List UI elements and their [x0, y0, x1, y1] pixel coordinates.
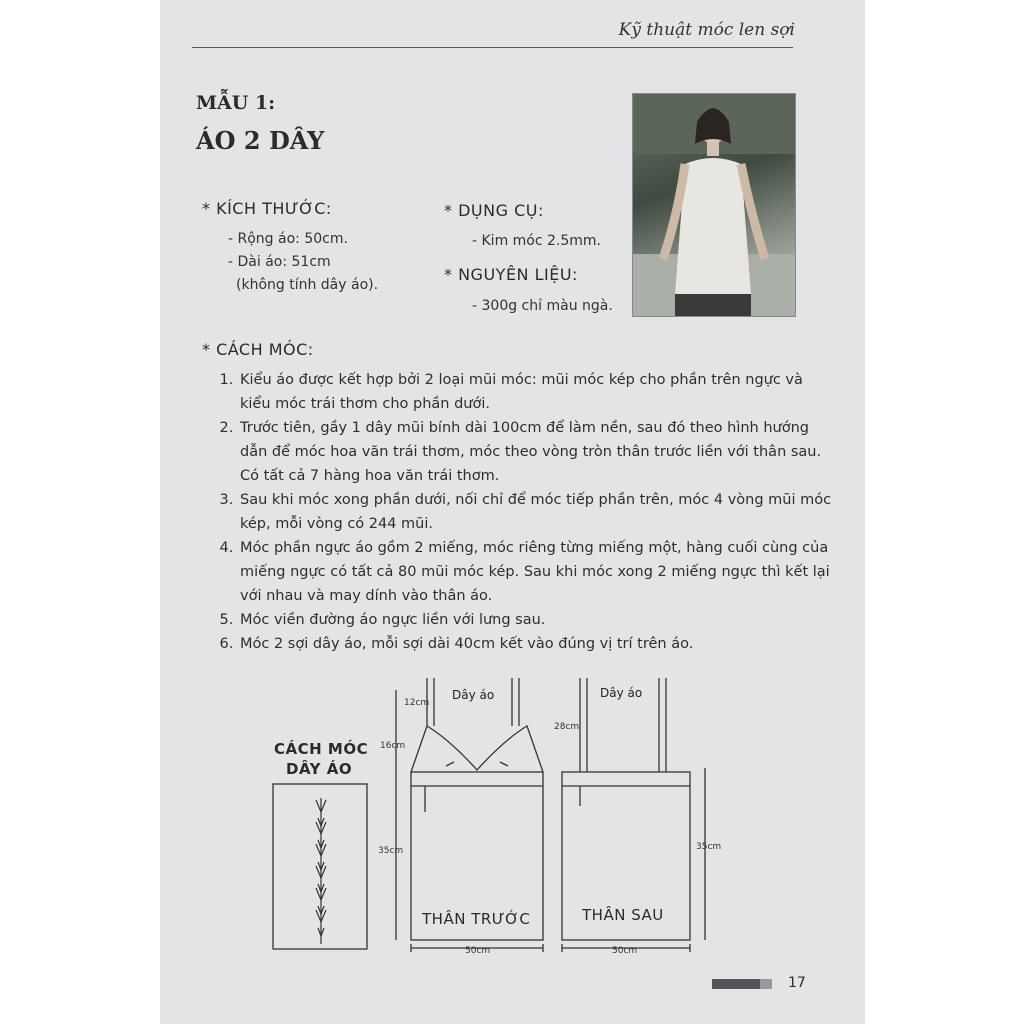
method-steps — [214, 368, 838, 656]
front-width: 50cm — [465, 946, 491, 956]
front-bust-length: 16cm — [380, 741, 406, 751]
footer-bar-light — [760, 979, 772, 989]
size-heading: * KÍCH THƯỚC: — [202, 199, 332, 218]
front-strap-length: 12cm — [404, 698, 430, 708]
header-rule — [192, 47, 793, 48]
model-photo — [632, 93, 796, 317]
strap-method-label-2: DÂY ÁO — [286, 760, 353, 778]
materials-item-yarn: - 300g chỉ màu ngà. — [472, 298, 613, 314]
front-body-length: 35cm — [378, 846, 404, 856]
running-header: Kỹ thuật móc len sợi — [618, 20, 795, 40]
model-photo-illustration — [633, 94, 795, 316]
method-step: 3. Sau khi móc xong phần dưới, nối chỉ để móc tiếp phần trên, móc 4 vòng mũi móc kép, mỗi vòng có 244 mũi. — [238, 488, 838, 536]
strap-stitch-chain — [316, 798, 326, 944]
back-body-label: THÂN SAU — [582, 906, 664, 924]
strap-method-label: CÁCH MÓC — [274, 740, 369, 758]
back-width: 50cm — [612, 946, 638, 956]
page-number: 17 — [788, 975, 806, 991]
front-strap-label: Dây áo — [452, 688, 495, 702]
tools-heading: * DỤNG CỤ: — [444, 201, 544, 220]
back-strap-length: 28cm — [554, 722, 580, 732]
pattern-number: MẪU 1: — [196, 92, 276, 114]
size-item-width: - Rộng áo: 50cm. — [228, 231, 348, 247]
back-strap-label: Dây áo — [600, 686, 643, 700]
method-step: 6. Móc 2 sợi dây áo, mỗi sợi dài 40cm kết vào đúng vị trí trên áo. — [238, 632, 838, 656]
method-step: 1. Kiểu áo được kết hợp bởi 2 loại mũi móc: mũi móc kép cho phần trên ngực và kiểu móc trái thơm cho phần dưới. — [238, 368, 838, 416]
method-step: 2. Trước tiên, gầy 1 dây mũi bính dài 100cm để làm nền, sau đó theo hình hướng dẫn để móc hoa văn trái thơm, móc theo vòng tròn thân trước liền với thân sau. Có tất cả 7 hàng hoa văn trái thơm. — [238, 416, 838, 488]
size-item-length: - Dài áo: 51cm — [228, 254, 331, 270]
method-heading: * CÁCH MÓC: — [202, 340, 314, 359]
method-step: 4. Móc phần ngực áo gồm 2 miếng, móc riêng từng miếng một, hàng cuối cùng của miếng ngực có tất cả 80 mũi móc kép. Sau khi móc xong 2 miếng ngực thì kết lại với nhau và may dính vào thân áo. — [238, 536, 838, 608]
pattern-title: ÁO 2 DÂY — [196, 126, 325, 155]
strap-method-box — [273, 784, 367, 949]
book-page — [160, 0, 865, 1024]
back-body-length: 35cm — [696, 842, 722, 852]
size-item-note: (không tính dây áo). — [236, 277, 379, 293]
tools-item-hook: - Kim móc 2.5mm. — [472, 233, 602, 249]
method-step: 5. Móc viền đường áo ngực liền với lưng sau. — [238, 608, 838, 632]
front-body-label: THÂN TRƯỚC — [422, 910, 531, 928]
materials-heading: * NGUYÊN LIỆU: — [444, 265, 578, 284]
